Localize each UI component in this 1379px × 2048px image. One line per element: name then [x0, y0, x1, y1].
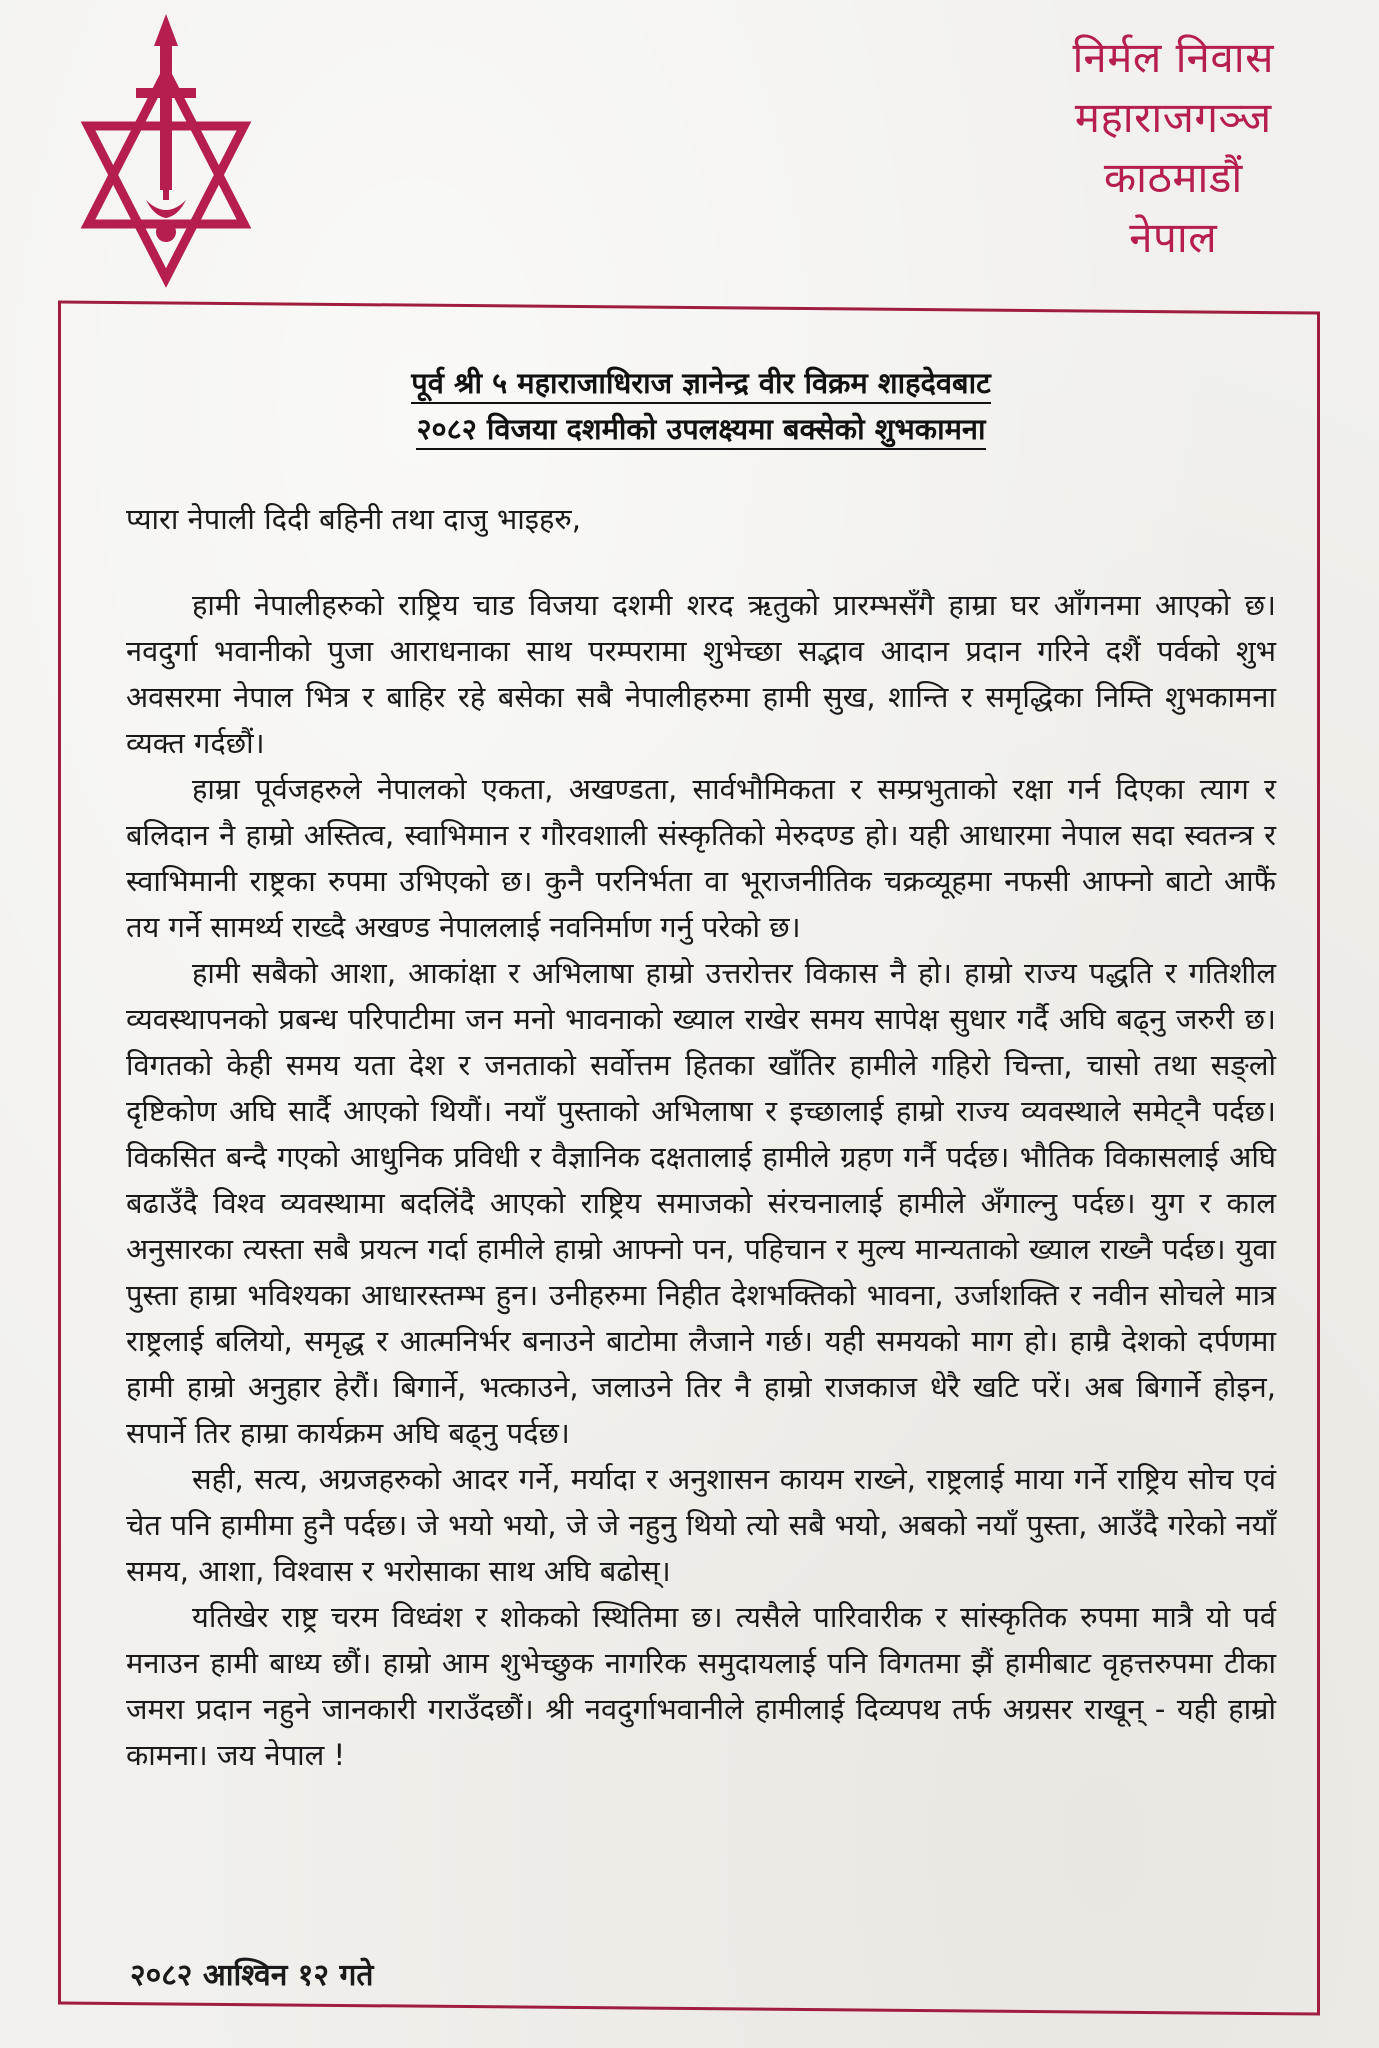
letter-date: २०८२ आश्विन १२ गते	[130, 1958, 374, 1993]
address-line-3: काठमाडौं	[1103, 153, 1243, 202]
paragraph-4: सही, सत्य, अग्रजहरुको आदर गर्ने, मर्यादा र अनुशासन कायम राख्ने, राष्ट्रलाई माया गर्ने राष्ट्रिय सोच एवं चेत पनि हामीमा हुनै पर्दछ। जे भयो भयो, जे जे नहुनु थियो त्यो सबै भयो, अबको नयाँ पुस्ता, आउँदै गरेको नयाँ समय, आशा, विश्वास र भरोसाका साथ अघि बढोस्।	[126, 1462, 1276, 1588]
salutation: प्यारा नेपाली दिदी बहिनी तथा दाजु भाइहरु,	[126, 502, 581, 536]
paragraph-1: हामी नेपालीहरुको राष्ट्रिय चाड विजया दशमी शरद ऋतुको प्रारम्भसँगै हाम्रा घर आँगनमा आएको छ। नवदुर्गा भवानीको पुजा आराधनाका साथ परम्परामा शुभेच्छा सद्भाव आदान प्रदान गरिने दशैं पर्वको शुभ अवसरमा नेपाल भित्र र बाहिर रहे बसेका सबै नेपालीहरुमा हामी सुख, शान्ति र समृद्धिका निम्ति शुभकामना व्यक्त गर्दछौं।	[126, 588, 1276, 760]
address-line-4: नेपाल	[1129, 213, 1218, 262]
star-trident-emblem-icon	[66, 10, 266, 290]
heading-line-1: पूर्व श्री ५ महाराजाधिराज ज्ञानेन्द्र वीर विक्रम शाहदेवबाट	[411, 366, 990, 404]
address-line-2: महाराजगञ्ज	[1074, 93, 1272, 142]
address-block	[1073, 28, 1274, 268]
letter-body	[126, 360, 1276, 1778]
paragraph-2: हाम्रा पूर्वजहरुले नेपालको एकता, अखण्डता, सार्वभौमिकता र सम्प्रभुताको रक्षा गर्न दिएका त्याग र बलिदान नै हाम्रो अस्तित्व, स्वाभिमान र गौरवशाली संस्कृतिको मेरुदण्ड हो। यही आधारमा नेपाल सदा स्वतन्त्र र स्वाभिमानी राष्ट्रका रुपमा उभिएको छ। कुनै परनिर्भता वा भूराजनीतिक चक्रव्यूहमा नफसी आफ्नो बाटो आफैं तय गर्ने सामर्थ्य राख्दै अखण्ड नेपाललाई नवनिर्माण गर्नु परेको छ।	[126, 772, 1276, 944]
paragraph-3: हामी सबैको आशा, आकांक्षा र अभिलाषा हाम्रो उत्तरोत्तर विकास नै हो। हाम्रो राज्य पद्धति र गतिशील व्यवस्थापनको प्रबन्ध परिपाटीमा जन मनो भावनाको ख्याल राखेर समय सापेक्ष सुधार गर्दै अघि बढ्नु जरुरी छ। विगतको केही समय यता देश र जनताको सर्वोत्तम हितका खाँतिर हामीले गहिरो चिन्ता, चासो तथा सङ्लो दृष्टिकोण अघि सार्दै आएको थियौं। नयाँ पुस्ताको अभिलाषा र इच्छालाई हाम्रो राज्य व्यवस्थाले समेट्नै पर्दछ। विकसित बन्दै गएको आधुनिक प्रविधी र वैज्ञानिक दक्षतालाई हामीले ग्रहण गर्नै पर्दछ। भौतिक विकासलाई अघि बढाउँदै विश्व व्यवस्थामा बदलिंदै आएको राष्ट्रिय समाजको संरचनालाई हामीले अँगाल्नु पर्दछ। युग र काल अनुसारका त्यस्ता सबै प्रयत्न गर्दा हामीले हाम्रो आफ्नो पन, पहिचान र मुल्य मान्यताको ख्याल राख्नै पर्दछ। युवा पुस्ता हाम्रा भविश्यका आधारस्तम्भ हुन। उनीहरुमा निहीत देशभक्तिको भावना, उर्जाशक्ति र नवीन सोचले मात्र राष्ट्रलाई बलियो, समृद्ध र आत्मनिर्भर बनाउने बाटोमा लैजाने गर्छ। यही समयको माग हो। हाम्रै देशको दर्पणमा हामी हाम्रो अनुहार हेरौं। बिगार्ने, भत्काउने, जलाउने तिर नै हाम्रो राजकाज धेरै खटि परें। अब बिगार्ने होइन, सपार्ने तिर हाम्रा कार्यक्रम अघि बढ्नु पर्दछ।	[126, 956, 1276, 1450]
address-line-1: निर्मल निवास	[1072, 33, 1274, 82]
paragraph-5: यतिखेर राष्ट्र चरम विध्वंश र शोकको स्थितिमा छ। त्यसैले पारिवारीक र सांस्कृतिक रुपमा मात्रै यो पर्व मनाउन हामी बाध्य छौं। हाम्रो आम शुभेच्छुक नागरिक समुदायलाई पनि विगतमा झैं हामीबाट वृहत्तरुपमा टीका जमरा प्रदान नहुने जानकारी गराउँदछौं। श्री नवदुर्गाभवानीले हामीलाई दिव्यपथ तर्फ अग्रसर राखून् - यही हाम्रो कामना। जय नेपाल !	[126, 1600, 1276, 1772]
letter-heading	[126, 360, 1276, 452]
heading-line-2: २०८२ विजया दशमीको उपलक्ष्यमा बक्सेको शुभकामना	[416, 412, 985, 450]
